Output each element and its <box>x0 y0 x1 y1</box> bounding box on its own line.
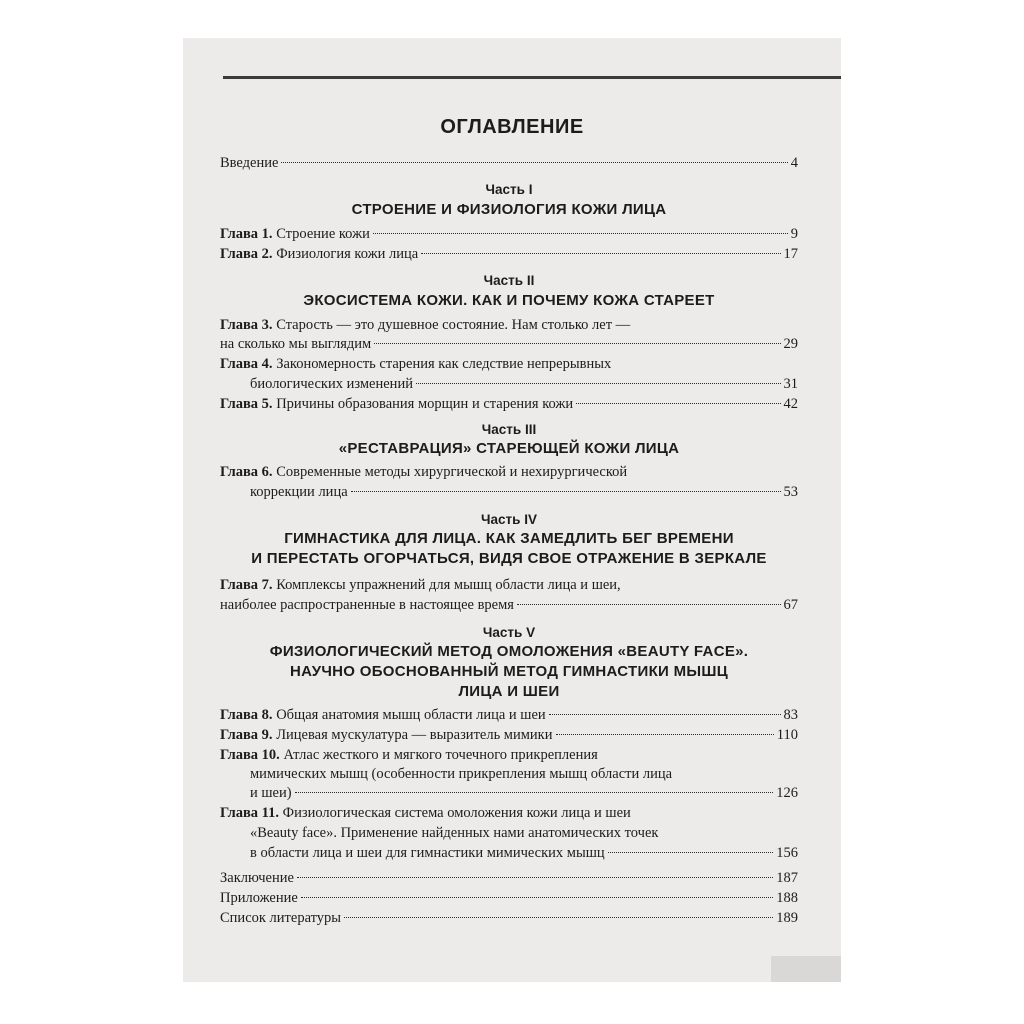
page-number: 189 <box>776 910 798 926</box>
chapter-number: Глава 6. <box>220 464 273 480</box>
leader-dots <box>549 714 781 715</box>
chapter-title-cont: и шеи) <box>250 785 292 801</box>
chapter-title-cont: наиболее распространенные в настоящее время <box>220 597 514 613</box>
toc-entry-chapter-8 <box>220 706 798 724</box>
chapter-title-cont: на сколько мы выглядим <box>220 336 372 352</box>
toc-entry-chapter-1 <box>220 225 798 243</box>
part-label: Часть II <box>483 273 535 288</box>
page-number: 9 <box>790 226 798 242</box>
chapter-title: Общая анатомия мышц области лица и шеи <box>276 707 546 723</box>
chapter-title: Старость — это душевное состояние. Нам столько лет — <box>276 317 631 333</box>
toc-entry-chapter-4-cont <box>250 375 798 393</box>
toc-entry-appendix <box>220 889 798 907</box>
toc-entry-chapter-2 <box>220 245 798 263</box>
entry-label: Введение <box>220 155 279 171</box>
chapter-title-cont: биологических изменений <box>250 376 413 392</box>
toc-entry-chapter-3-cont <box>220 335 798 353</box>
page-number: 126 <box>776 785 798 801</box>
page-number: 156 <box>776 845 798 861</box>
page-number: 187 <box>776 870 798 886</box>
chapter-number: Глава 2. <box>220 246 273 262</box>
chapter-number: Глава 5. <box>220 396 273 412</box>
header-rule <box>223 76 841 79</box>
leader-dots <box>421 253 780 254</box>
toc-entry-chapter-6-cont <box>250 483 798 501</box>
part-title: «РЕСТАВРАЦИЯ» СТАРЕЮЩЕЙ КОЖИ ЛИЦА <box>338 440 680 457</box>
page-number: 17 <box>783 246 798 262</box>
part-label: Часть V <box>482 625 536 640</box>
leader-dots <box>301 897 773 898</box>
page-number: 110 <box>776 727 798 743</box>
chapter-title: Закономерность старения как следствие непрерывных <box>276 356 612 372</box>
toc-entry-chapter-11-cont: «Beauty face». Применение найденных нами анатомических точек <box>250 825 659 841</box>
toc-entry-chapter-7-cont <box>220 596 798 614</box>
part-label: Часть I <box>485 182 533 197</box>
entry-label: Заключение <box>220 870 294 886</box>
part-title: ЛИЦА И ШЕИ <box>458 683 560 700</box>
page-number: 188 <box>776 890 798 906</box>
chapter-number: Глава 9. <box>220 727 273 743</box>
page-number: 67 <box>783 597 798 613</box>
leader-dots <box>373 233 788 234</box>
toc-entry-chapter-10 <box>220 746 598 764</box>
part-title: ЭКОСИСТЕМА КОЖИ. КАК И ПОЧЕМУ КОЖА СТАРЕЕТ <box>303 292 715 309</box>
chapter-number: Глава 11. <box>220 805 280 821</box>
leader-dots <box>374 343 780 344</box>
chapter-title: Современные методы хирургической и нехирургической <box>276 464 628 480</box>
chapter-number: Глава 7. <box>220 577 273 593</box>
chapter-title: Физиологическая система омоложения кожи лица и шеи <box>282 805 631 821</box>
part-title: СТРОЕНИЕ И ФИЗИОЛОГИЯ КОЖИ ЛИЦА <box>351 201 667 218</box>
page-number: 4 <box>790 155 798 171</box>
chapter-title: Строение кожи <box>276 226 370 242</box>
toc-entry-chapter-6 <box>220 463 627 481</box>
chapter-number: Глава 8. <box>220 707 273 723</box>
toc-entry-references <box>220 909 798 927</box>
page-number: 53 <box>783 484 798 500</box>
page-number: 31 <box>783 376 798 392</box>
leader-dots <box>344 917 773 918</box>
leader-dots <box>608 852 774 853</box>
toc-entry-intro <box>220 154 798 172</box>
leader-dots <box>351 491 781 492</box>
chapter-title: Лицевая мускулатура — выразитель мимики <box>276 727 553 743</box>
toc-entry-chapter-10-cont: мимических мышц (особенности прикрепления мышц области лица <box>250 766 673 782</box>
entry-label: Список литературы <box>220 910 342 926</box>
chapter-title-cont: коррекции лица <box>250 484 348 500</box>
leader-dots <box>576 403 780 404</box>
leader-dots <box>297 877 773 878</box>
toc-entry-chapter-9 <box>220 726 798 744</box>
toc-entry-chapter-10-end <box>250 784 798 802</box>
chapter-title-cont: в области лица и шеи для гимнастики мимических мышц <box>250 845 605 861</box>
toc-entry-chapter-5 <box>220 395 798 413</box>
toc-entry-chapter-3 <box>220 316 630 334</box>
chapter-title: Физиология кожи лица <box>276 246 419 262</box>
chapter-title: Причины образования морщин и старения кожи <box>276 396 574 412</box>
leader-dots <box>556 734 774 735</box>
page-corner <box>771 956 841 982</box>
part-label: Часть III <box>481 422 537 437</box>
part-label: Часть IV <box>481 512 537 527</box>
chapter-number: Глава 10. <box>220 747 280 763</box>
part-title: И ПЕРЕСТАТЬ ОГОРЧАТЬСЯ, ВИДЯ СВОЕ ОТРАЖЕНИЕ В ЗЕРКАЛЕ <box>251 550 767 567</box>
part-title: ГИМНАСТИКА ДЛЯ ЛИЦА. КАК ЗАМЕДЛИТЬ БЕГ ВРЕМЕНИ <box>284 530 734 547</box>
chapter-number: Глава 3. <box>220 317 273 333</box>
page-number: 42 <box>783 396 798 412</box>
toc-title: ОГЛАВЛЕНИЕ <box>440 116 584 138</box>
book-page <box>183 38 841 982</box>
leader-dots <box>281 162 787 163</box>
chapter-title: Атлас жесткого и мягкого точечного прикрепления <box>283 747 598 763</box>
chapter-title: Комплексы упражнений для мышц области лица и шеи, <box>276 577 621 593</box>
leader-dots <box>517 604 781 605</box>
entry-label: Приложение <box>220 890 298 906</box>
part-title: НАУЧНО ОБОСНОВАННЫЙ МЕТОД ГИМНАСТИКИ МЫШЦ <box>290 663 728 680</box>
toc-entry-chapter-4 <box>220 355 611 373</box>
page-number: 29 <box>783 336 798 352</box>
toc-entry-chapter-11-end <box>250 844 798 862</box>
leader-dots <box>295 792 774 793</box>
part-title: ФИЗИОЛОГИЧЕСКИЙ МЕТОД ОМОЛОЖЕНИЯ «BEAUTY FACE». <box>269 643 749 660</box>
chapter-number: Глава 1. <box>220 226 273 242</box>
chapter-number: Глава 4. <box>220 356 273 372</box>
toc-entry-chapter-11 <box>220 804 631 822</box>
page-number: 83 <box>783 707 798 723</box>
toc-entry-conclusion <box>220 869 798 887</box>
leader-dots <box>416 383 781 384</box>
toc-entry-chapter-7 <box>220 576 621 594</box>
